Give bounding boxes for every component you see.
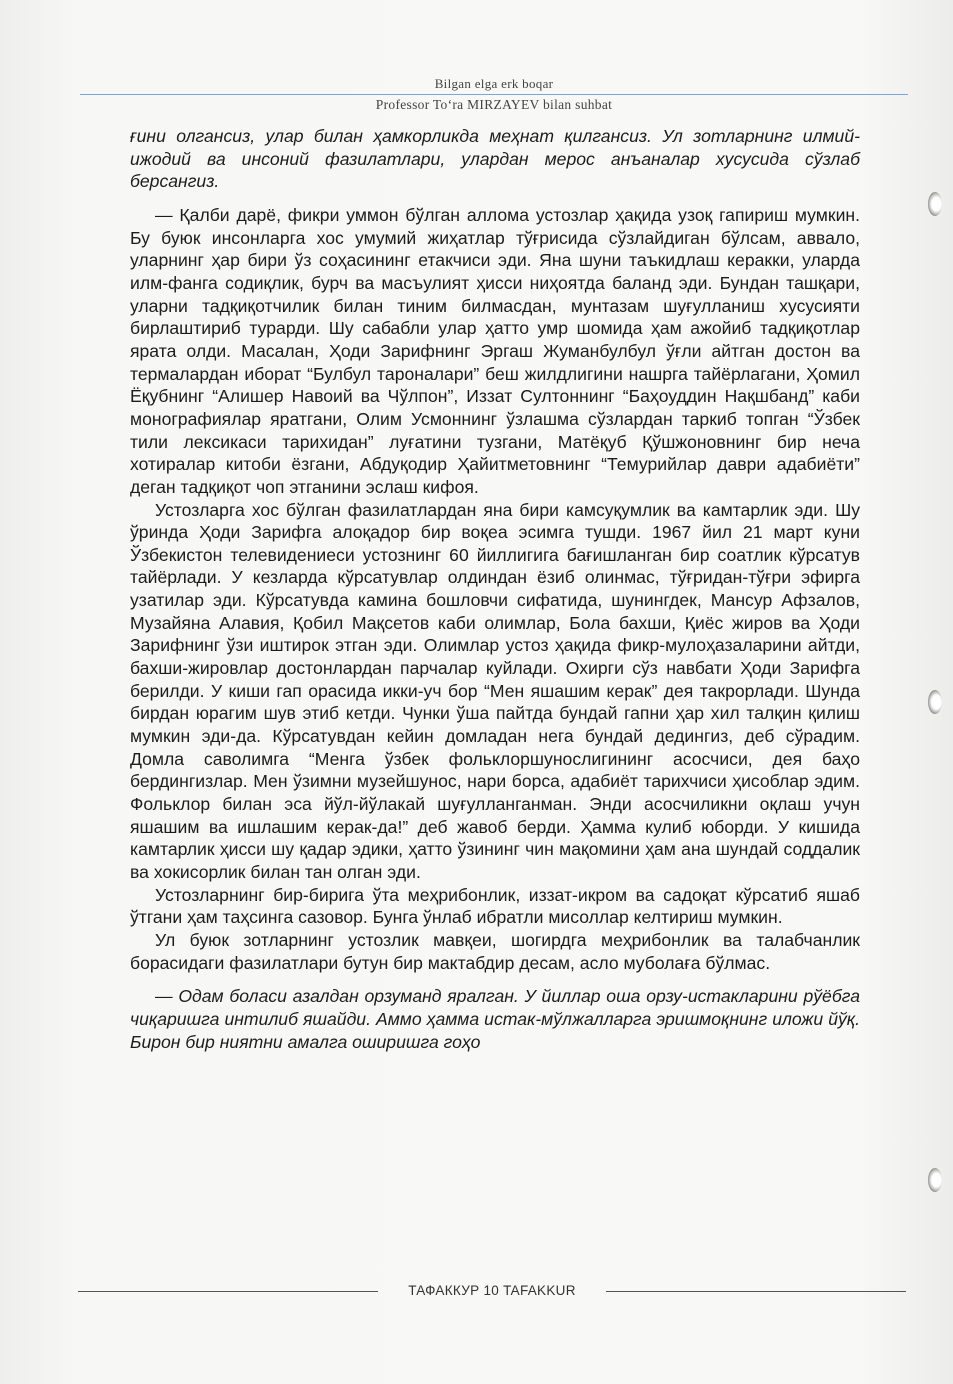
next-question: — Одам боласи азалдан орзуманд яралган. У йиллар оша орзу-истакларини рўёбга чиқаришга интилиб яшайди. Аммо ҳамма истак-мўлжалларга эришмоқнинг иложи йўқ. Бирон бир ниятни амалга оширишга гоҳо xyxy=(130,986,860,1052)
header-subtitle: Professor To‘ra MIRZAYEV bilan suhbat xyxy=(375,97,613,112)
footer-rule-right xyxy=(606,1291,906,1292)
header-rule xyxy=(80,94,908,95)
answer-paragraph-4: Ул буюк зотларнинг устозлик мавқеи, шогирдга меҳрибонлик ва талабчанлик борасидаги фазилатлари бутун бир мактабдир десам, асло муболаға бўлмас. xyxy=(130,929,860,973)
answer-paragraph-3: Устозларнинг бир-бирига ўта меҳрибонлик, иззат-икром ва садоқат кўрсатиб яшаб ўтгани ҳам таҳсинга сазовор. Бунга ўнлаб ибратли мисоллар келтириш мумкин. xyxy=(130,884,860,928)
question-continuation: ғини олгансиз, улар билан ҳамкорликда меҳнат қилгансиз. Ул зотларнинг илмий-ижодий ва инсоний фазилатлари, улардан мерос анъаналар хусусида сўзлаб берсангиз. xyxy=(130,126,860,192)
answer-paragraph-1: — Қалби дарё, фикри уммон бўлган аллома устозлар ҳақида узоқ гапириш мумкин. Бу буюк инсонларга хос умумий жиҳатлар тўғрисида сўзлайдиган бўлсам, аввало, уларнинг ҳар бири ўз соҳасининг етакчиси эди. Яна шуни таъкидлаш керакки, уларда илм-фанга содиқлик, бурч ва масъулият ҳисси ниҳоятда баланд эди. Бундан ташқари, уларни тадқиқотчилик билан тиним билмасдан, мунтазам шуғулланиш хусусияти бирлаштириб турарди. Шу сабабли улар ҳатто умр шомида ҳам ажойиб тадқиқотлар ярата олди. Масалан, Ҳоди Зарифнинг Эргаш Жуманбулбул ўғли айтган достон ва термалардан иборат “Булбул тароналари” беш жилдлигини нашрга тайёрлагани, Ҳомил Ёқубнинг “Алишер Навоий ва Чўлпон”, Иззат Султоннинг “Баҳоуддин Нақшбанд” каби монографиялар яратгани, Олим Усмоннинг ўзлашма сўзлардан таркиб топган “Ўзбек тили лексикаси тарихидан” луғатини тузгани, Матёқуб Қўшжоновнинг бир неча хотиралар китоби ёзгани, Абдуқодир Ҳайитметовнинг “Темурийлар даври адабиёти” деган тадқиқот чоп этганини эслаш кифоя. xyxy=(130,204,860,497)
punch-hole xyxy=(928,1168,942,1192)
article-body xyxy=(130,125,860,1053)
answer-paragraph-2: Устозларга хос бўлган фазилатлардан яна бири камсуқумлик ва камтарлик эди. Шу ўринда Ҳоди Зарифга алоқадор бир воқеа эсимга тушди. 1967 йил 21 март куни Ўзбекистон телевидениеси устознинг 60 йиллигига бағишланган бир соатлик кўрсатув тайёрлади. У кезларда кўрсатувлар олдиндан ёзиб олинмас, тўғридан-тўғри эфирга узатилар эди. Кўрсатувда камина бошловчи сифатида, шунингдек, Мансур Афзалов, Музайяна Алавия, Қобил Мақсетов каби олимлар, Бола бахши, Қиёс жиров ва Ҳоди Зарифнинг ўзи иштирок этган эди. Олимлар устоз ҳақида фикр-мулоҳазаларини айтди, бахши-жировлар достонлардан парчалар куйлади. Охирги сўз навбати Ҳоди Зарифга берилди. У киши гап орасида икки-уч бор “Мен яшашим керак” дея такрорлади. Шунда бирдан юрагим шув этиб кетди. Чунки ўша пайтда бундай гапни ҳар хил талқин қилиш мумкин эди-да. Кўрсатувдан кейин домладан нега бундай дедингиз, деб сўрадим. Домла саволимга “Менга ўзбек фольклоршунослигининг асосчиси, дея баҳо бердингизлар. Мен ўзимни музейшунос, нари борса, адабиёт тарихчиси ҳисоблар эдим. Фольклор билан эса йўл-йўлакай шуғулланганман. Энди асосчиликни оқлаш учун яшашим ва ишлашим керак-да!” деб жавоб берди. Ҳамма кулиб юборди. У кишида камтарлик ҳисси шу қадар эдики, ҳатто ўзининг чин мақомини ҳам ана шундай соддалик ва хокисорлик билан тан олган эди. xyxy=(130,499,860,882)
punch-hole xyxy=(928,192,942,216)
running-header xyxy=(80,76,908,113)
punch-hole xyxy=(928,690,942,714)
page-footer xyxy=(78,1282,906,1302)
footer-rule-left xyxy=(78,1291,378,1292)
header-title: Bilgan elga erk boqar xyxy=(434,76,554,91)
footer-label: ТАФАККУР 10 TAFAKKUR xyxy=(408,1283,576,1298)
